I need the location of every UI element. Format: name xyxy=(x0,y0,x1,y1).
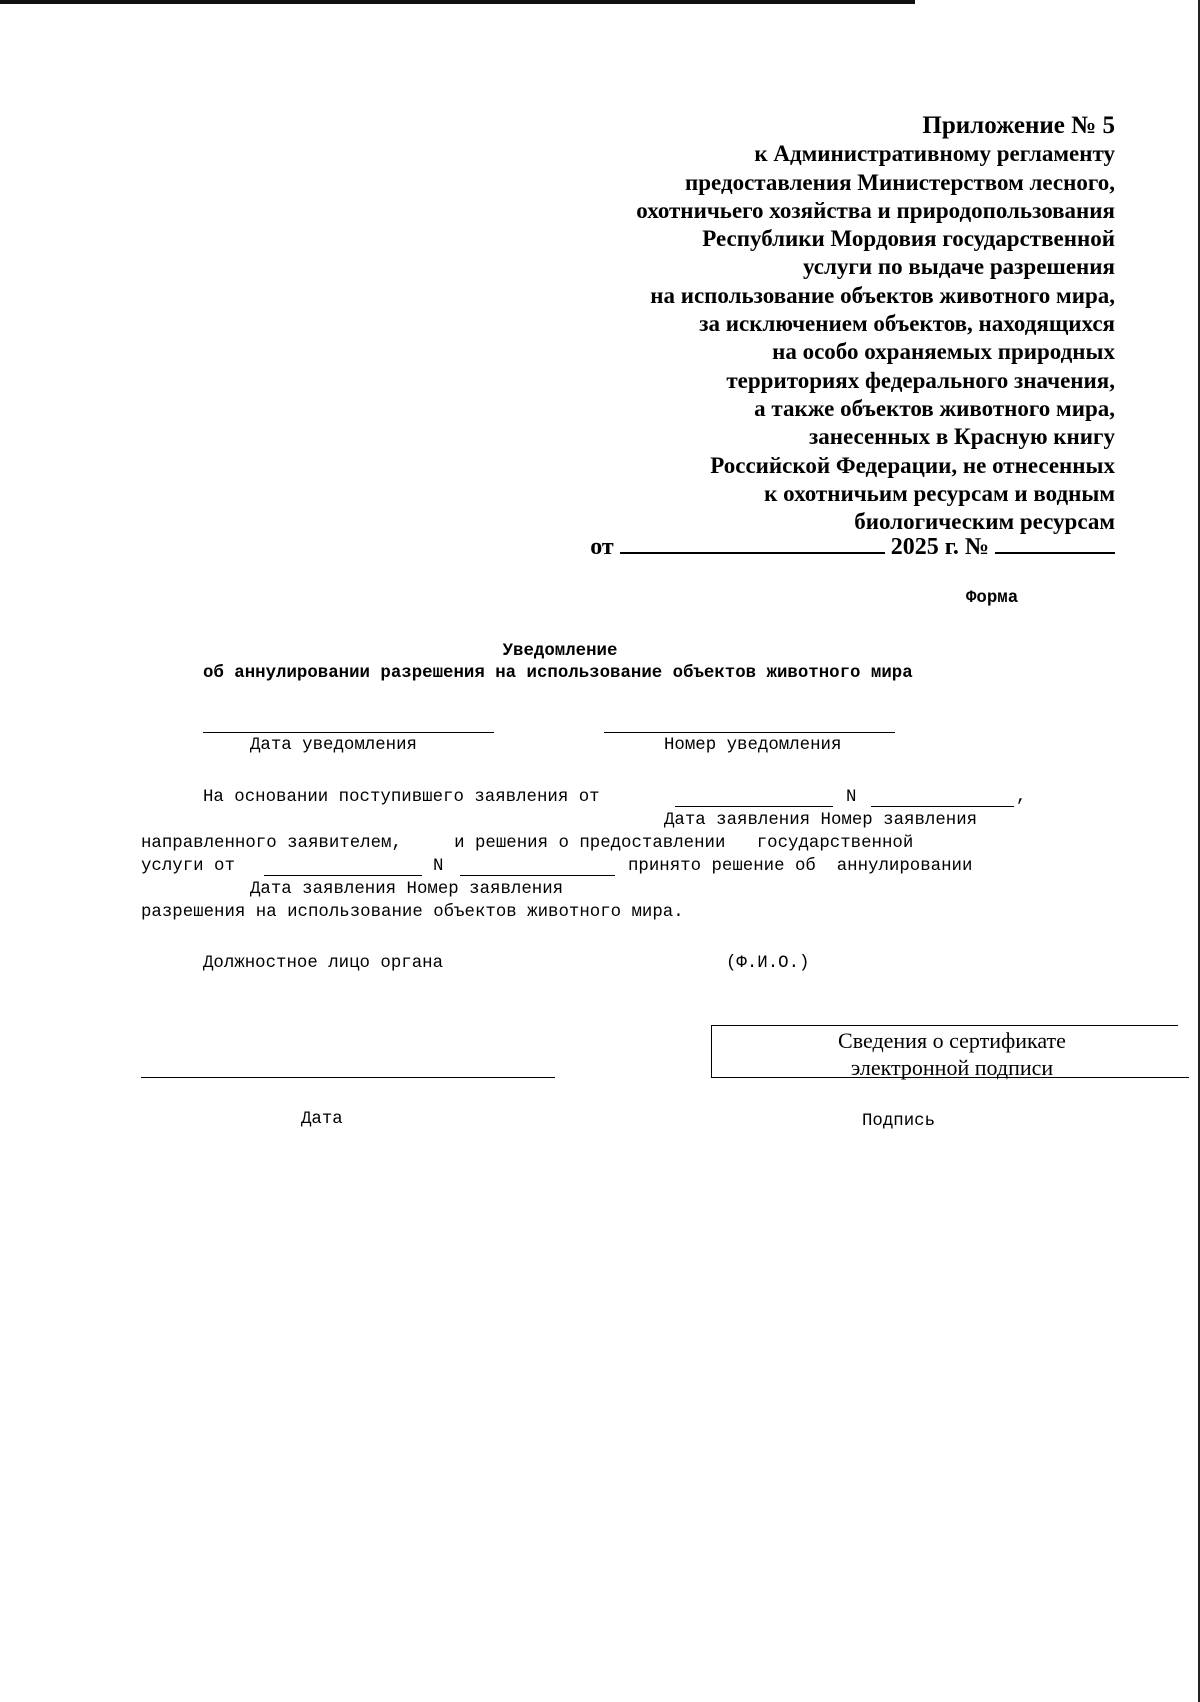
certificate-box-top-border xyxy=(712,1025,1178,1026)
appendix-date-number-line xyxy=(415,532,1115,561)
date-signature-blank[interactable] xyxy=(141,1077,555,1078)
appendix-line: за исключением объектов, находящихся xyxy=(699,311,1115,337)
body-line-1-prefix: На основании поступившего заявления от xyxy=(203,788,600,807)
body-line-2: направленного заявителем, и решения о предоставлении государственной xyxy=(141,834,914,853)
certificate-line-2: электронной подписи xyxy=(850,1055,1054,1080)
appendix-line: занесенных в Красную книгу xyxy=(808,424,1115,450)
appendix-line: к охотничьим ресурсам и водным xyxy=(764,480,1115,506)
caption-service-date-number: Дата заявления Номер заявления xyxy=(250,880,564,899)
service-date-blank[interactable] xyxy=(264,875,422,876)
appendix-line: к Административному регламенту xyxy=(754,141,1115,167)
footer-signature-label: Подпись xyxy=(862,1112,936,1131)
appendix-line: охотничьего хозяйства и природопользования xyxy=(636,197,1115,223)
service-number-blank[interactable] xyxy=(460,875,615,876)
appendix-number-blank[interactable] xyxy=(995,532,1115,554)
appendix-line: Республики Мордовия государственной xyxy=(702,226,1115,252)
appendix-line: на особо охраняемых природных xyxy=(772,339,1115,365)
appendix-line: на использование объектов животного мира, xyxy=(650,282,1115,308)
from-label: от xyxy=(590,534,614,560)
official-label: Должностное лицо органа xyxy=(203,954,444,973)
notice-subtitle: об аннулировании разрешения на использование объектов животного мира xyxy=(203,664,913,683)
appendix-line: услуги по выдаче разрешения xyxy=(803,254,1115,280)
body-line-3-prefix: услуги от xyxy=(141,857,235,876)
certificate-text xyxy=(712,1027,1192,1081)
body-line-3-suffix: принято решение об аннулировании xyxy=(628,857,973,876)
certificate-line-1: Сведения о сертификате xyxy=(838,1028,1066,1053)
appendix-line: а также объектов животного мира, xyxy=(754,395,1115,421)
appendix-header xyxy=(515,112,1115,536)
n-label-2: N xyxy=(433,857,444,876)
certificate-box-bottom-border xyxy=(712,1077,1189,1078)
notice-date-label: Дата уведомления xyxy=(250,736,417,755)
appendix-title: Приложение № 5 xyxy=(922,112,1115,139)
appendix-line: биологическим ресурсам xyxy=(854,509,1115,535)
notice-title: Уведомление xyxy=(502,642,618,661)
appendix-line: территориях федерального значения, xyxy=(726,367,1115,393)
appendix-line: Российской Федерации, не отнесенных xyxy=(710,452,1115,478)
notice-number-blank[interactable] xyxy=(604,732,895,733)
certificate-box xyxy=(711,1025,1178,1078)
appendix-date-blank[interactable] xyxy=(620,532,885,554)
notice-date-blank[interactable] xyxy=(203,732,494,733)
body-line-4: разрешения на использование объектов животного мира. xyxy=(141,903,684,922)
scan-top-edge xyxy=(0,0,915,4)
application-date-blank[interactable] xyxy=(675,806,833,807)
year-number-label: 2025 г. № xyxy=(890,534,989,560)
footer-date-label: Дата xyxy=(301,1110,343,1129)
comma: , xyxy=(1016,788,1027,807)
appendix-line: предоставления Министерством лесного, xyxy=(685,169,1115,195)
application-number-blank[interactable] xyxy=(871,806,1014,807)
notice-number-label: Номер уведомления xyxy=(664,736,842,755)
caption-application-date-number: Дата заявления Номер заявления xyxy=(664,811,978,830)
fio-label: (Ф.И.О.) xyxy=(726,954,810,973)
n-label: N xyxy=(846,788,857,807)
form-label: Форма xyxy=(966,589,1019,608)
